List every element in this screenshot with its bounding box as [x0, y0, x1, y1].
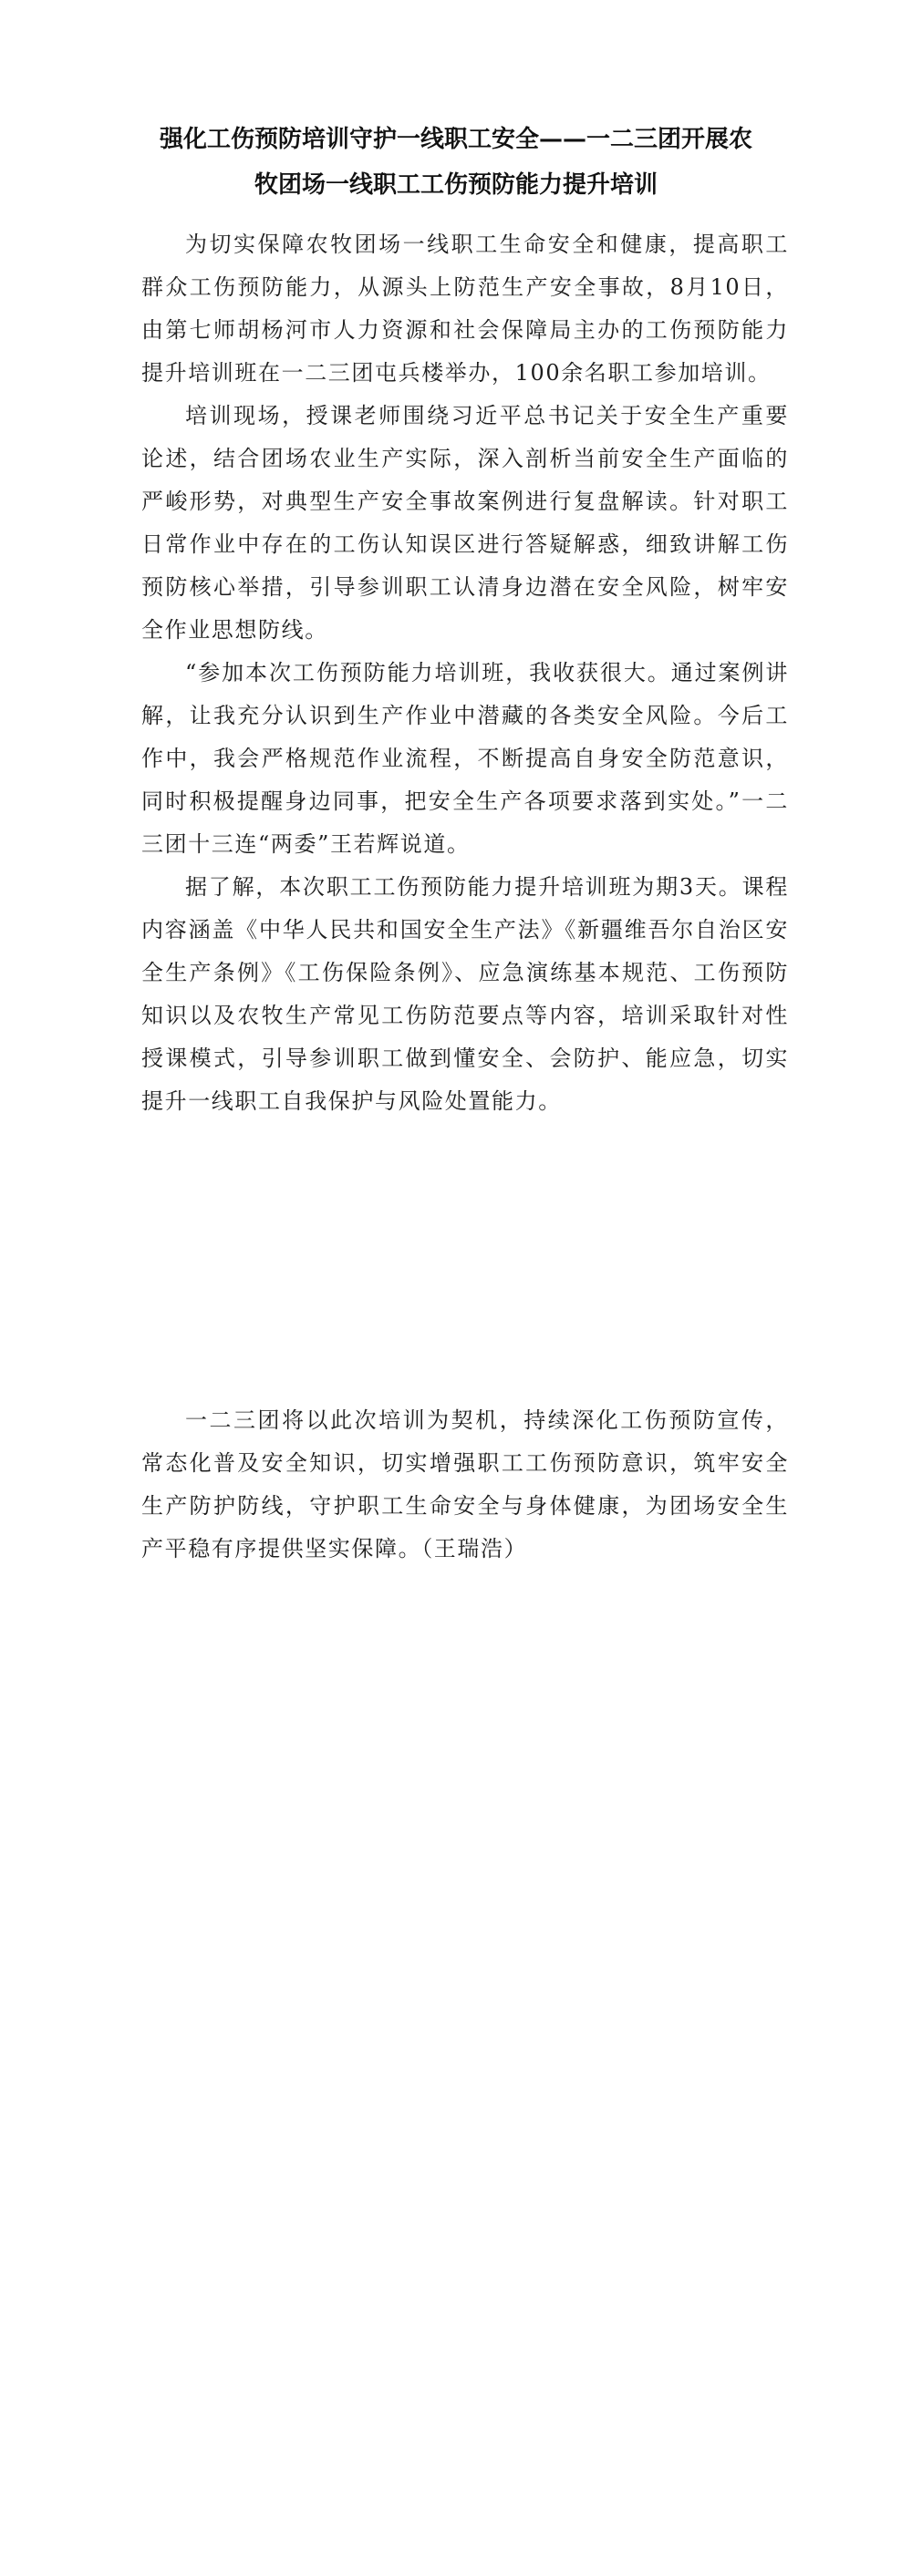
article-title-line-2: 牧团场一线职工工伤预防能力提升培训	[254, 171, 658, 199]
article-title-line-1: 强化工伤预防培训守护一线职工安全——一二三团开展农	[159, 126, 752, 153]
article-paragraph-2: 培训现场，授课老师围绕习近平总书记关于安全生产重要论述，结合团场农业生产实际，深入剖析当前安全生产面临的严峻形势，对典型生产安全事故案例进行复盘解读。针对职工日常作业中存在的工伤认知误区进行答疑解惑，细致讲解工伤预防核心举措，引导参训职工认清身边潜在安全风险，树牢安全作业思想防线。	[141, 403, 789, 643]
article-closing	[141, 1399, 789, 1571]
article-paragraph-1: 为切实保障农牧团场一线职工生命安全和健康，提高职工群众工伤预防能力，从源头上防范生产安全事故，8月10日，由第七师胡杨河市人力资源和社会保障局主办的工伤预防能力提升培训班在一二三团屯兵楼举办，100余名职工参加培训。	[141, 232, 789, 386]
article-closing-paragraph: 一二三团将以此次培训为契机，持续深化工伤预防宣传，常态化普及安全知识，切实增强职工工伤预防意识，筑牢安全生产防护防线，守护职工生命安全与身体健康，为团场安全生产平稳有序提供坚实保障。（王瑞浩）	[141, 1407, 789, 1561]
article-paragraph-4: 据了解，本次职工工伤预防能力提升培训班为期3天。课程内容涵盖《中华人民共和国安全生产法》《新疆维吾尔自治区安全生产条例》《工伤保险条例》、应急演练基本规范、工伤预防知识以及农牧生产常见工伤防范要点等内容，培训采取针对性授课模式，引导参训职工做到懂安全、会防护、能应急，切实提升一线职工自我保护与风险处置能力。	[141, 874, 789, 1114]
article-title	[109, 117, 803, 208]
article-paragraph-3: “参加本次工伤预防能力培训班，我收获很大。通过案例讲解，让我充分认识到生产作业中潜藏的各类安全风险。今后工作中，我会严格规范作业流程，不断提高自身安全防范意识，同时积极提醒身边同事，把安全生产各项要求落到实处。”一二三团十三连“两委”王若辉说道。	[141, 660, 789, 857]
article-body	[141, 223, 789, 1123]
